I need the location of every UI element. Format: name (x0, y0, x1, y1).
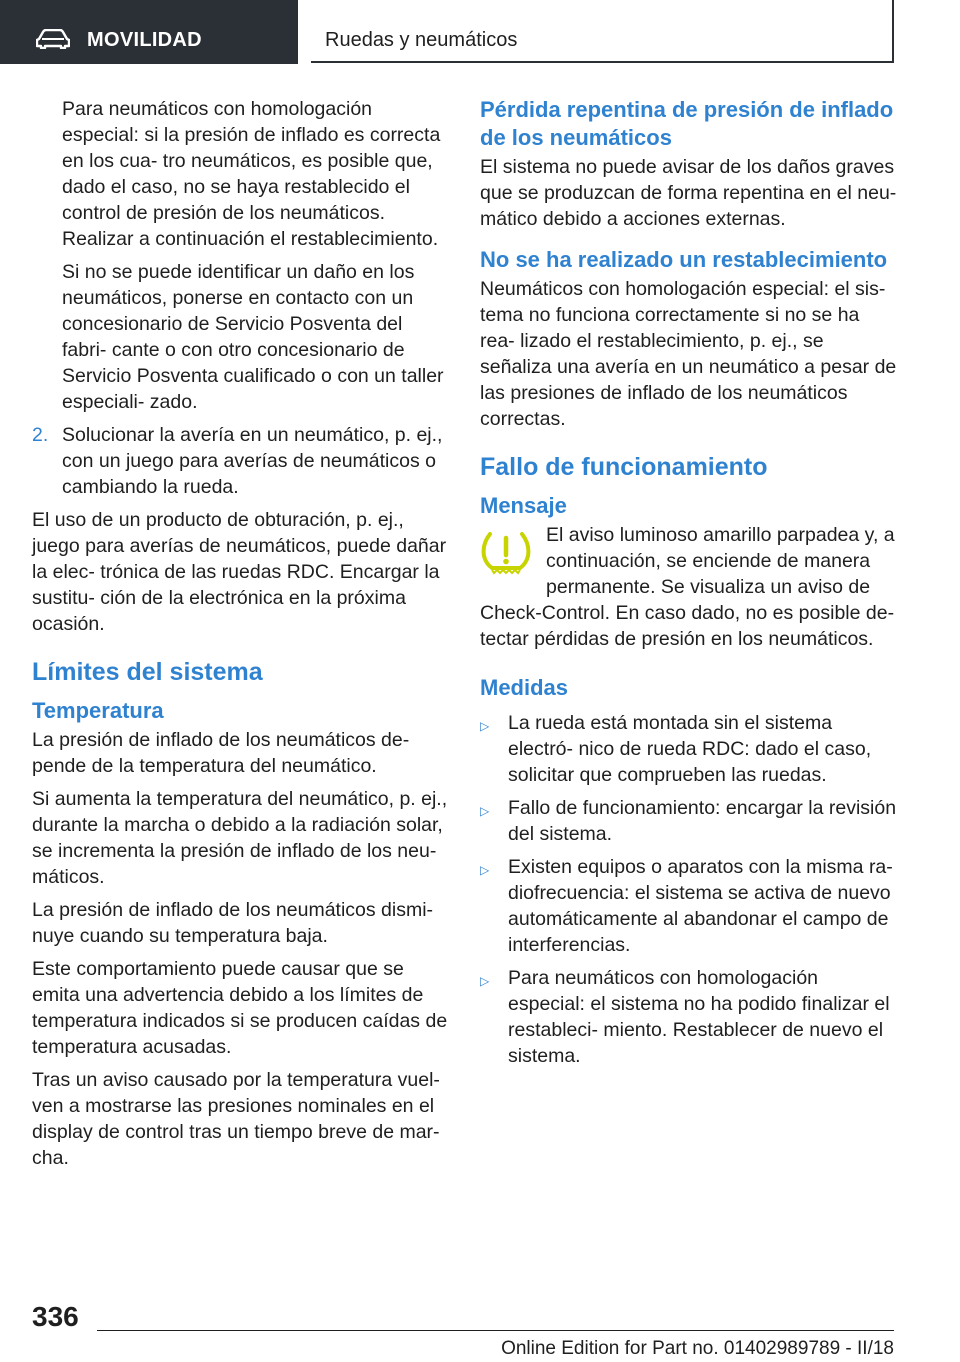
paragraph: Si aumenta la temperatura del neumático, p. ej., durante la marcha o debido a la radiación solar, se incrementa la presión de inflado de los neu- máticos. (32, 788, 448, 888)
paragraph: Este comportamiento puede causar que se emita una advertencia debido a los límites de temperatura indicados si se producen caídas de temperatura acusadas. (32, 958, 448, 1058)
numbered-list-item (32, 422, 450, 500)
list-item (480, 795, 898, 847)
paragraph: Neumáticos con homologación especial: el sis- tema no funciona correctamente si no se ha rea- lizado el restablecimiento, p. ej., se señaliza una avería en un neumático a pesar de las presiones de inflado de los neumáticos correctas. (480, 278, 897, 430)
paragraph: El uso de un producto de obturación, p. ej., juego para averías de neumáticos, puede dañar la elec- trónica de las ruedas RDC. Encargar la sustitu- ción de la electrónica en la próxima ocasión. (32, 509, 447, 635)
heading-measures: Medidas (480, 675, 569, 700)
paragraph: La presión de inflado de los neumáticos de- pende de la temperatura del neumático. (32, 729, 410, 777)
list-item-text: Existen equipos o aparatos con la misma ra- diofrecuencia: el sistema se activa de nuevo automáticamente al abandonar el campo de interferencias. (508, 856, 893, 956)
section-label: MOVILIDAD (87, 29, 202, 51)
paragraph: Check-Control. En caso dado, no es posible de- tectar pérdidas de presión en los neumáticos. (480, 602, 895, 650)
message-block (480, 522, 898, 652)
triangle-bullet-icon: ▷ (480, 804, 490, 818)
list-item (480, 965, 898, 1069)
page-title: Ruedas y neumáticos (325, 29, 518, 51)
heading-no-reset: No se ha realizado un restablecimiento (480, 247, 888, 272)
header-section-tab (0, 0, 298, 64)
paragraph: El sistema no puede avisar de los daños graves que se produzcan de forma repentina en el neu- mático debido a acciones externas. (480, 156, 897, 230)
paragraph: Para neumáticos con homologación especial: si la presión de inflado es correcta en los cua- tro neumáticos, es posible que, dado el caso, no se haya restablecido el control de presión de los neumáticos. Realizar a continuación el restablecimiento. (62, 98, 441, 250)
heading-malfunction: Fallo de funcionamiento (480, 453, 768, 481)
triangle-bullet-icon: ▷ (480, 863, 490, 877)
heading-message: Mensaje (480, 493, 567, 518)
triangle-bullet-icon: ▷ (480, 719, 490, 733)
list-item (480, 710, 898, 788)
footer-divider (97, 1330, 894, 1331)
measures-list (480, 710, 898, 1069)
list-item-text: Fallo de funcionamiento: encargar la revisión del sistema. (508, 797, 897, 845)
page-number: 336 (32, 1301, 79, 1332)
triangle-bullet-icon: ▷ (480, 974, 490, 988)
list-item (480, 854, 898, 958)
paragraph: La presión de inflado de los neumáticos dismi- nuye cuando su temperatura baja. (32, 899, 434, 947)
list-item-text: Para neumáticos con homologación especial: el sistema no ha podido finalizar el restableci- miento. Restablecer de nuevo el sistema. (508, 967, 890, 1067)
list-number: 2. (32, 424, 49, 446)
paragraph: El aviso luminoso amarillo parpadea y, a continuación, se enciende de manera permanente. Se visualiza un aviso de (546, 524, 895, 598)
tire-pressure-warning-icon (480, 528, 532, 576)
heading-temperature: Temperatura (32, 698, 164, 723)
paragraph: Tras un aviso causado por la temperatura vuel- ven a mostrarse las presiones nominales en el display de control tras un tiempo breve de mar- cha. (32, 1069, 440, 1169)
list-item-text: La rueda está montada sin el sistema electró- nico de rueda RDC: dado el caso, solicitar que comprueben las ruedas. (508, 712, 872, 786)
paragraph: Si no se puede identificar un daño en los neumáticos, ponerse en contacto con un concesionario de Servicio Posventa del fabri- cante o con otro concesionario de Servicio Posventa cualificado o con un taller especiali- zado. (62, 261, 444, 413)
heading-system-limits: Límites del sistema (32, 658, 263, 686)
list-item-text: Solucionar la avería en un neumático, p. ej., con un juego para averías de neumáticos o cambiando la rueda. (62, 424, 443, 498)
car-icon (36, 29, 70, 49)
right-column (480, 96, 898, 1076)
heading-sudden-pressure-loss: Pérdida repentina de presión de inflado de los neumáticos (480, 97, 894, 150)
left-column (32, 96, 450, 1178)
edition-footer: Online Edition for Part no. 01402989789 - II/18 (501, 1338, 894, 1359)
